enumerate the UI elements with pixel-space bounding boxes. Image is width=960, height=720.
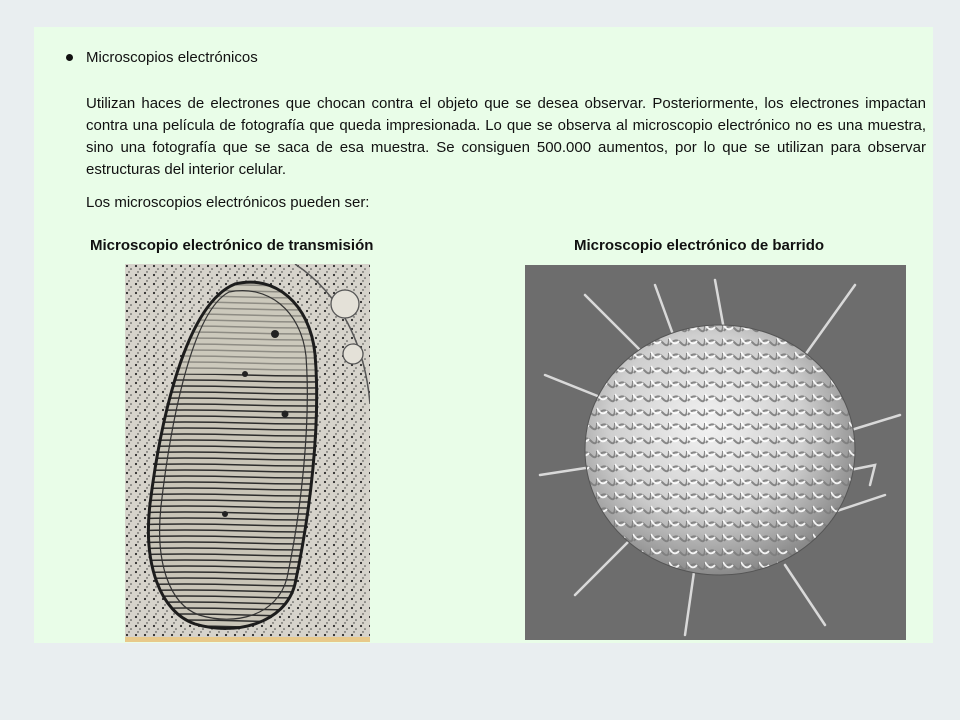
sem-micrograph-image	[525, 265, 906, 640]
bullet-icon	[66, 54, 73, 61]
tem-micrograph-drawing	[125, 264, 370, 642]
tem-micrograph-image	[125, 264, 370, 642]
tem-caption: Microscopio electrónico de transmisión	[90, 237, 374, 254]
tem-image-edge	[125, 637, 370, 642]
types-intro: Los microscopios electrónicos pueden ser:	[86, 194, 370, 211]
sem-caption: Microscopio electrónico de barrido	[574, 237, 825, 254]
sem-micrograph-drawing	[525, 265, 906, 640]
description-paragraph: Utilizan haces de electrones que chocan contra el objeto que se desea observar. Posteriormente, los electrones impactan contra una película de fotografía que queda impresionada. Lo que se observa al microscopio electrónico no es una muestra, sino una fotografía que se saca de esa muestra. Se consiguen 500.000 aumentos, por lo que se utilizan para observar estructuras del interior celular.	[86, 95, 926, 178]
section-heading: Microscopios electrónicos	[86, 49, 258, 66]
slide-content	[34, 27, 933, 643]
